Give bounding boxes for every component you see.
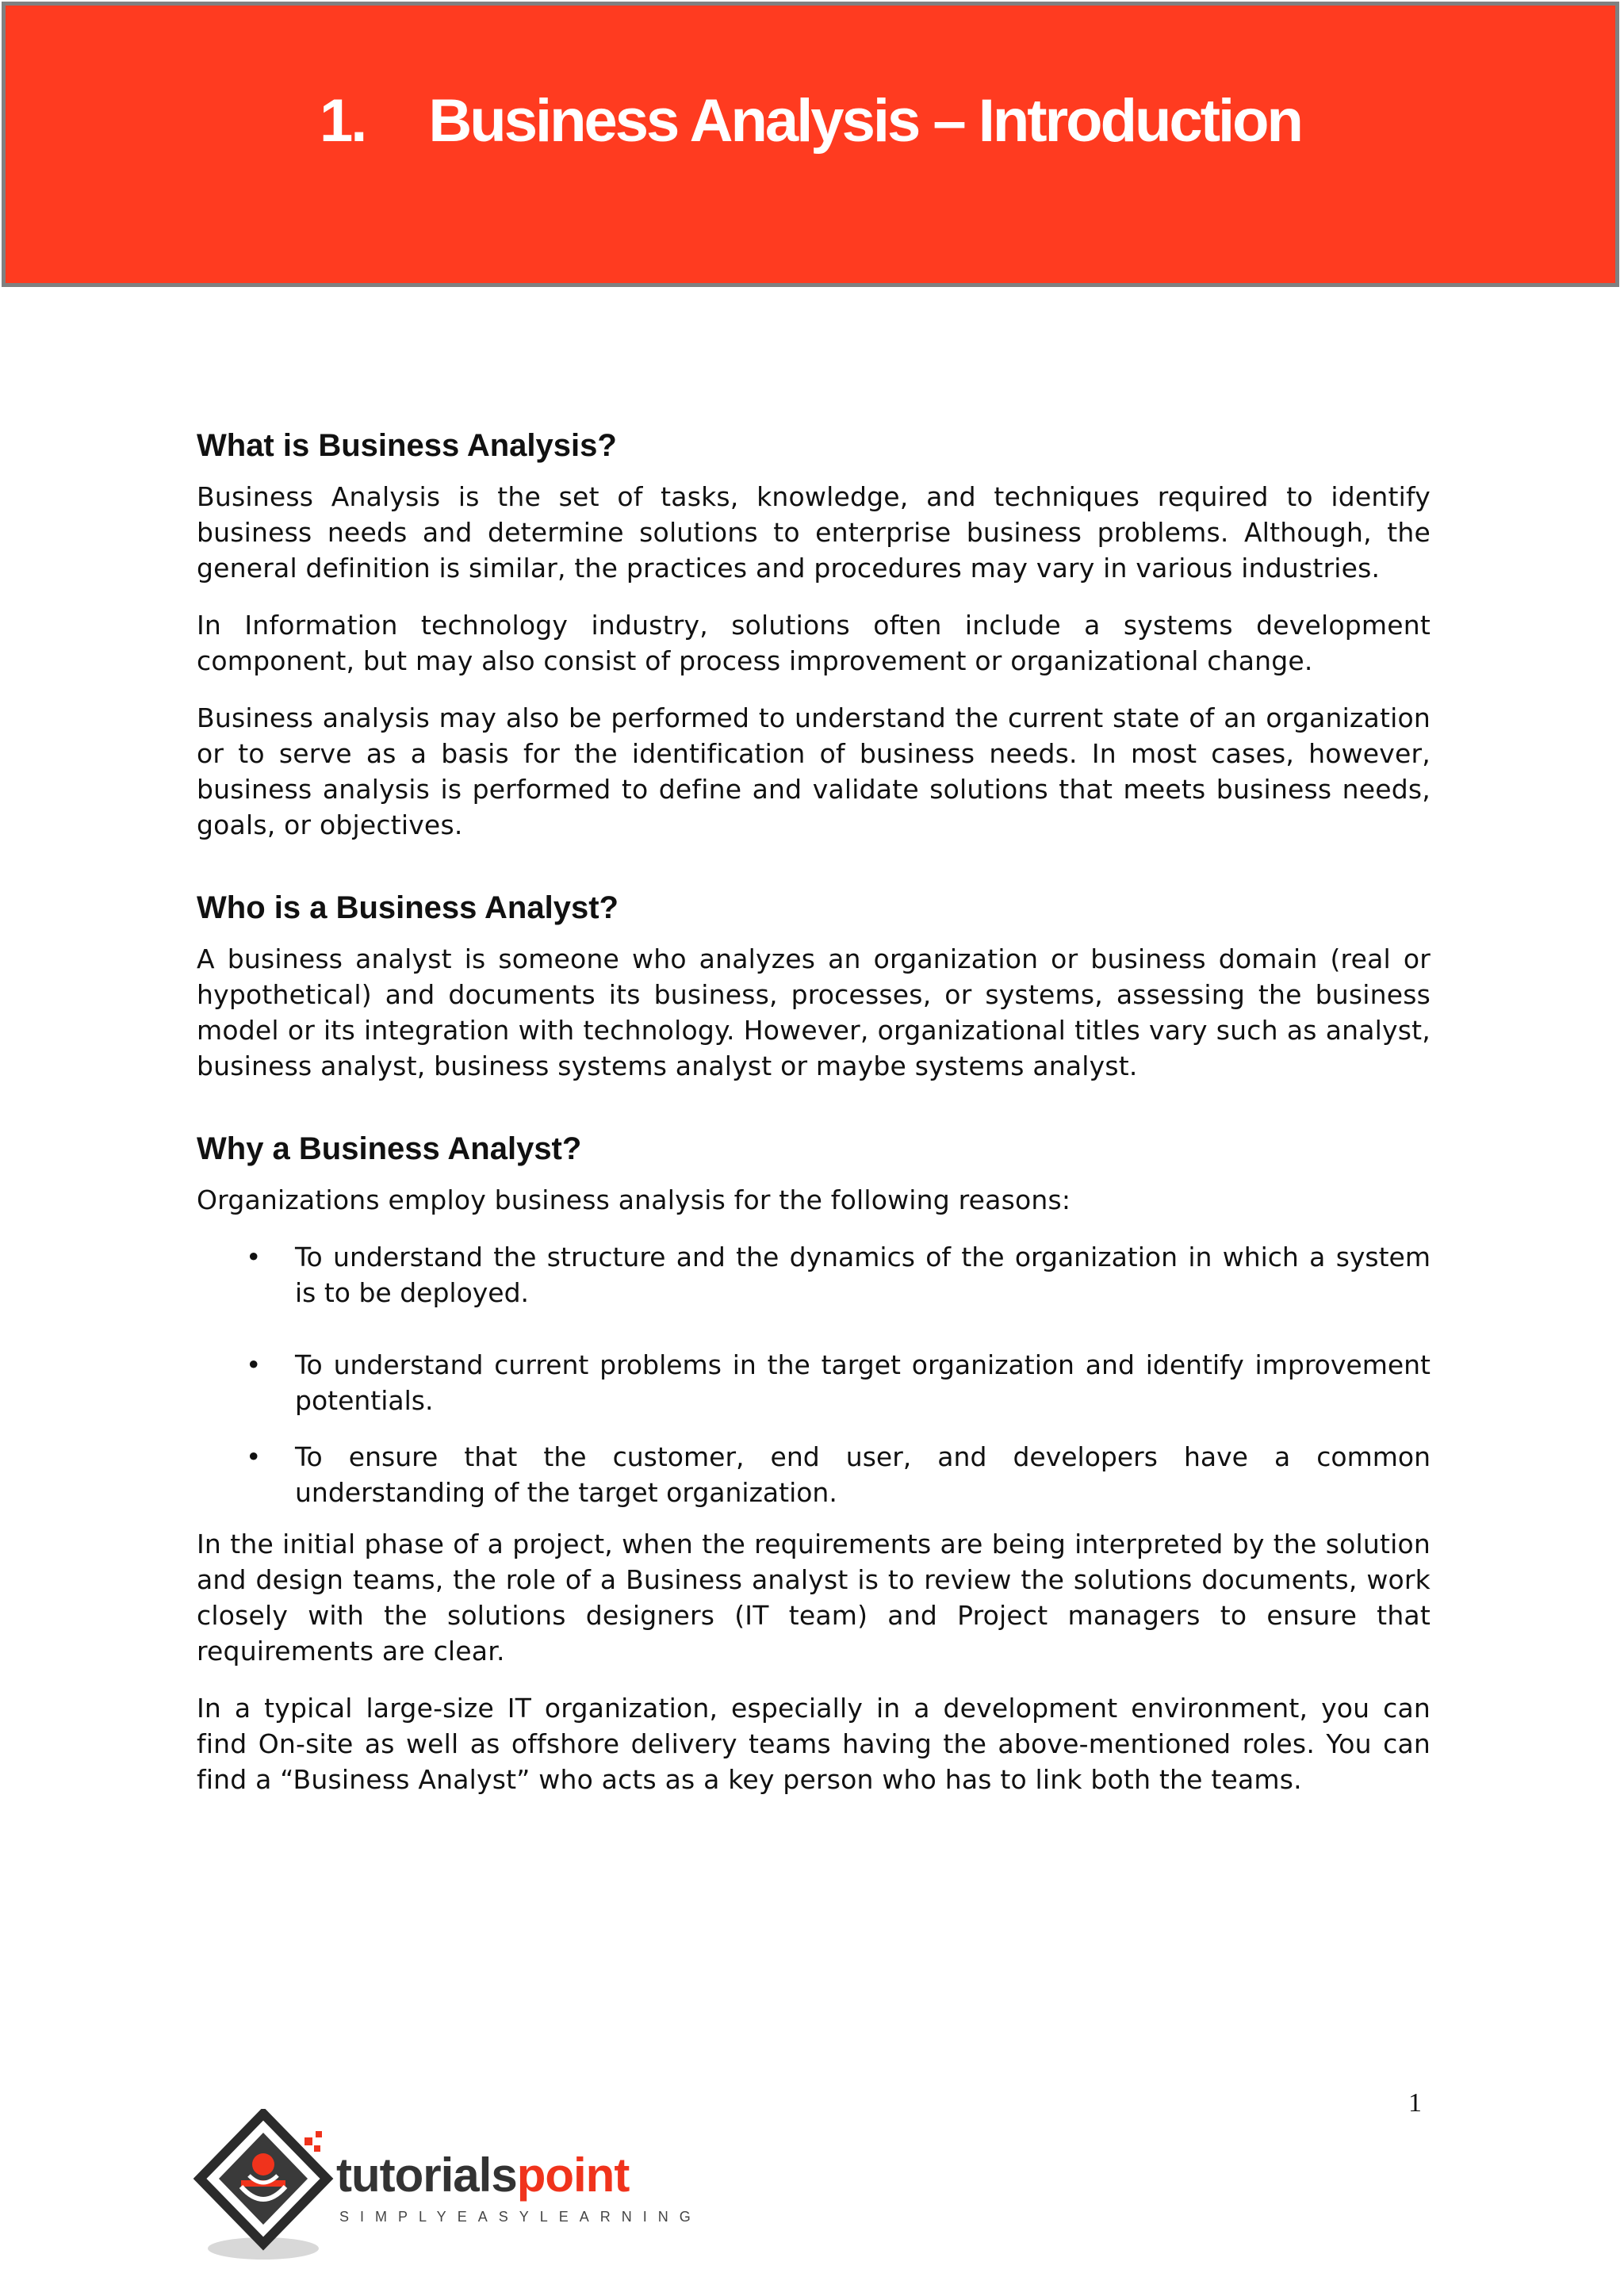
list-item: [197, 1347, 1431, 1418]
chapter-header-banner: [2, 2, 1619, 287]
list-item-text: To ensure that the customer, end user, and developers have a common understanding of the target organization.: [295, 1441, 1431, 1508]
logo-word-tutorials: tutorials: [336, 2149, 517, 2202]
logo-wordmark: [336, 2149, 630, 2202]
paragraph: Business Analysis is the set of tasks, knowledge, and techniques required to identify business needs and determine solutions to enterprise business problems. Although, the general definition is similar, the practices and procedures may vary in various industries.: [197, 481, 1431, 584]
paragraph: Business analysis may also be performed to understand the current state of an organization or to serve as a basis for the identification of business needs. In most cases, however, business analysis is performed to define and validate solutions that meets business needs, goals, or objectives.: [197, 702, 1431, 840]
list-item: [197, 1239, 1431, 1311]
chapter-title: [6, 87, 1615, 155]
list-item-text: To understand current problems in the target organization and identify improvement potentials.: [295, 1349, 1431, 1416]
section-what-is-business-analysis: [197, 427, 1431, 843]
page-number: 1: [1408, 2088, 1422, 2118]
chapter-number: 1.: [320, 87, 366, 155]
section-heading: Why a Business Analyst?: [197, 1131, 582, 1166]
paragraph: A business analyst is someone who analyzes an organization or business domain (real or hypothetical) and documents its business, processes, or systems, assessing the business model or its integration with technology. However, organizational titles vary such as analyst, business analyst, business systems analyst or maybe systems analyst.: [197, 943, 1431, 1081]
bullet-icon: •: [246, 1441, 262, 1472]
document-body: [197, 427, 1431, 1819]
logo-tagline: SIMPLYEASYLEARNING: [339, 2209, 702, 2225]
section-who-is-business-analyst: [197, 889, 1431, 1084]
tutorialspoint-logo: [193, 2109, 702, 2267]
logo-diamond-icon: [193, 2109, 336, 2267]
section-why-business-analyst: [197, 1130, 1431, 1797]
section-heading: What is Business Analysis?: [197, 428, 617, 463]
section-heading: Who is a Business Analyst?: [197, 890, 619, 925]
list-item-text: To understand the structure and the dynamics of the organization in which a system is to be deployed.: [295, 1242, 1431, 1308]
paragraph: Organizations employ business analysis for the following reasons:: [197, 1184, 1071, 1215]
paragraph: In Information technology industry, solutions often include a systems development component, but may also consist of process improvement or organizational change.: [197, 610, 1431, 676]
bullet-icon: •: [246, 1242, 262, 1272]
list-item: [197, 1439, 1431, 1510]
chapter-title-text: Business Analysis – Introduction: [428, 87, 1301, 155]
bullet-icon: •: [246, 1349, 262, 1380]
logo-word-point: point: [516, 2149, 630, 2202]
paragraph: In the initial phase of a project, when the requirements are being interpreted by the solution and design teams, the role of a Business analyst is to review the solutions documents, work closely with the solutions designers (IT team) and Project managers to ensure that requirements are clear.: [197, 1529, 1431, 1667]
paragraph: In a typical large-size IT organization, especially in a development environment, you can find On-site as well as offshore delivery teams having the above-mentioned roles. You can find a “Business Analyst” who acts as a key person who has to link both the teams.: [197, 1693, 1431, 1795]
reasons-list: [197, 1239, 1431, 1510]
